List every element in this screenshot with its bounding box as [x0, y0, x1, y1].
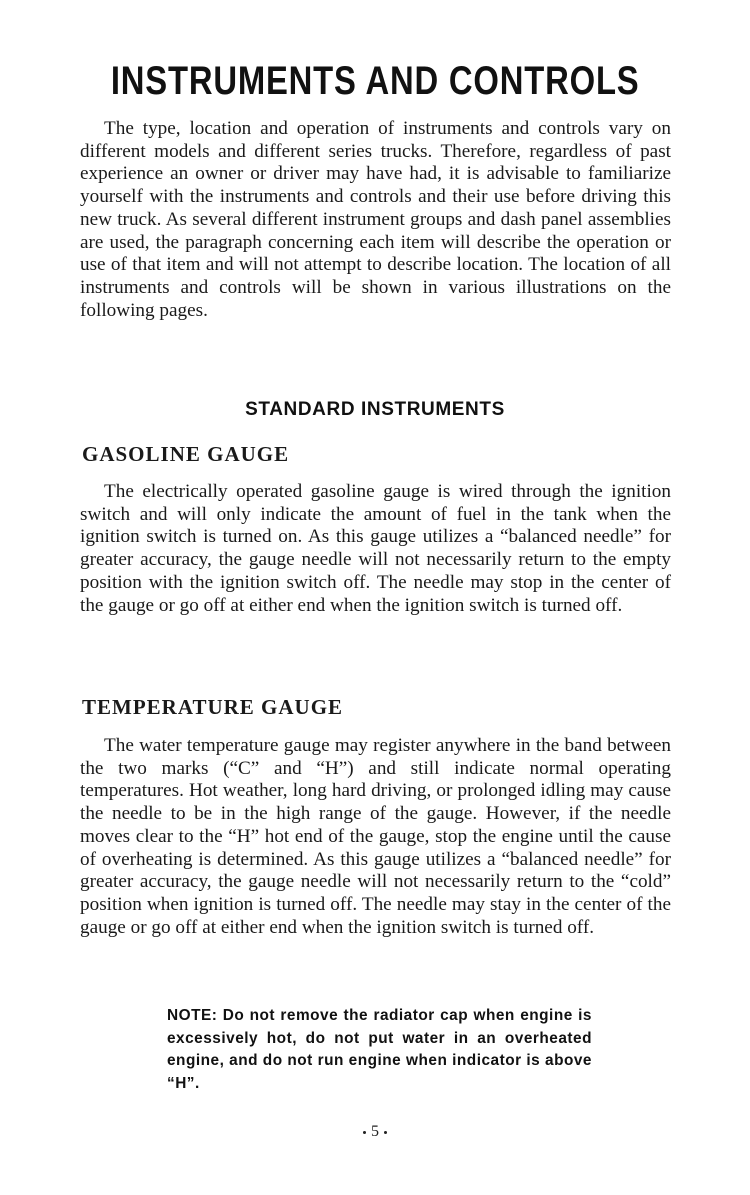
gasoline-gauge-heading: GASOLINE GAUGE — [82, 442, 290, 466]
bullet-dot-right — [384, 1131, 387, 1134]
temperature-gauge-paragraph: The water temperature gauge may register anywhere in the band between the two marks (“C” and “H”) and still indicate normal operating temperatures. Hot weather, long hard driving, or prolonged idling may cause the needle to be in the high range of the gauge. However, if the needle moves clear to the “H” hot end of the gauge, stop the engine until the cause of overheating is determined. As this gauge utilizes a “balanced needle” for greater accuracy, the gauge needle will not necessarily return to the “cold” position when ignition is turned off. The needle may stay in the center of the gauge or go off at either end when the ignition switch is turned off. — [80, 735, 671, 938]
temperature-gauge-heading: TEMPERATURE GAUGE — [82, 695, 344, 719]
bullet-dot-left — [363, 1131, 366, 1134]
page-number-value: 5 — [371, 1123, 379, 1140]
page-number — [0, 1123, 750, 1141]
page-title: INSTRUMENTS AND CONTROLS — [110, 59, 640, 103]
section-heading-standard-instruments: STANDARD INSTRUMENTS — [245, 399, 505, 420]
intro-paragraph: The type, location and operation of instruments and controls vary on different models and different series trucks. Therefore, regardless of past experience an owner or driver may have had, it is advisable to familiarize yourself with the instruments and controls and their use before driving this new truck. As several different instrument groups and dash panel assemblies are used, the paragraph concerning each item will describe the operation or use of that item and will not attempt to describe location. The location of all instruments and controls will be shown in various illustrations on the following pages. — [80, 118, 671, 321]
radiator-note: NOTE: Do not remove the radiator cap when engine is excessively hot, do not put water in an overheated engine, and do not run engine when indicator is above “H”. — [167, 1007, 592, 1092]
gasoline-gauge-paragraph: The electrically operated gasoline gauge is wired through the ignition switch and will only indicate the amount of fuel in the tank when the ignition switch is turned on. As this gauge utilizes a “balanced needle” for greater accuracy, the gauge needle will not necessarily return to the empty position with the ignition switch off. The needle may stop in the center of the gauge or go off at either end when the ignition switch is turned off. — [80, 481, 671, 616]
